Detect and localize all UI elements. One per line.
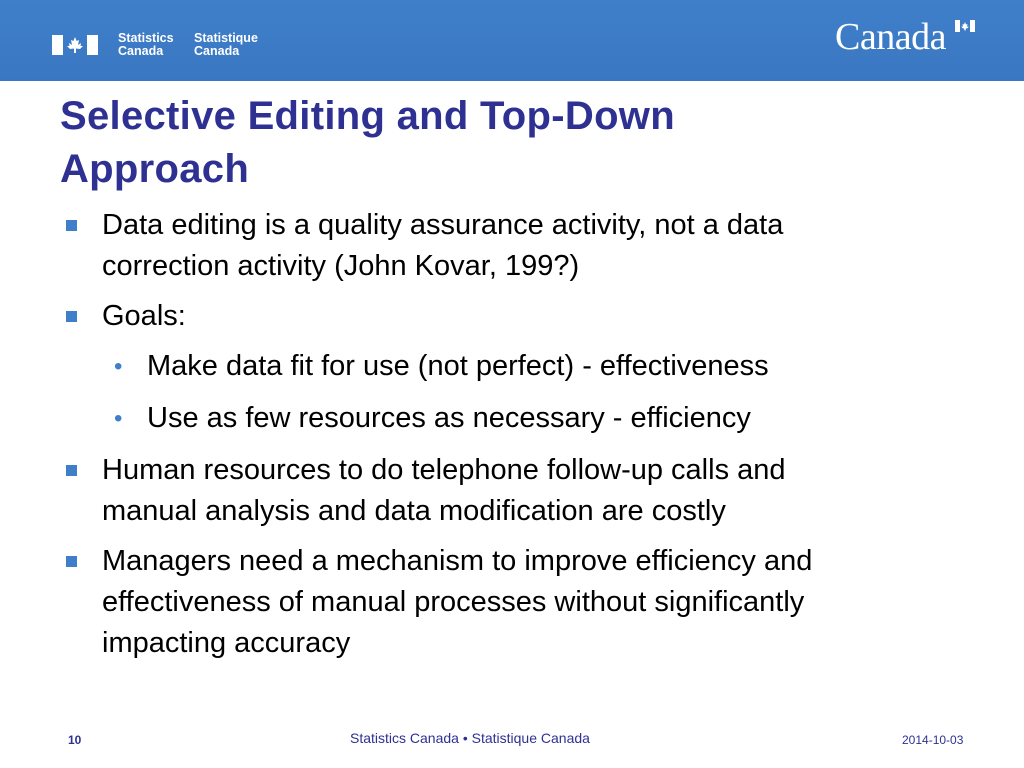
footer-date: 2014-10-03 (902, 733, 964, 747)
bullet-item: Human resources to do telephone follow-up calls and manual analysis and data modification are costly (62, 450, 962, 532)
slide-title: Selective Editing and Top-Down Approach (60, 94, 675, 191)
sub-bullet-item: • Use as few resources as necessary - efficiency (62, 398, 962, 439)
wordmark-text: Canada (835, 16, 946, 58)
square-bullet-icon (66, 220, 77, 231)
sub-bullet-item: • Make data fit for use (not perfect) - effectiveness (62, 346, 962, 387)
bullet-item: Managers need a mechanism to improve efficiency and effectiveness of manual processes without significantly impacting accuracy (62, 541, 962, 664)
canada-flag-icon (52, 35, 98, 55)
slide-body (62, 205, 962, 673)
square-bullet-icon (66, 465, 77, 476)
org-name-french: Statistique Canada (194, 31, 258, 58)
footer-org-text: Statistics Canada • Statistique Canada (350, 730, 590, 746)
square-bullet-icon (66, 311, 77, 322)
dot-bullet-icon: • (114, 405, 123, 432)
canada-wordmark (835, 16, 975, 58)
org-name-english: Statistics Canada (118, 31, 174, 58)
header-bar (0, 0, 1024, 81)
square-bullet-icon (66, 556, 77, 567)
dot-bullet-icon: • (114, 353, 123, 380)
wordmark-flag-icon (955, 20, 975, 32)
bullet-item: Goals: (62, 296, 962, 337)
slide-number: 10 (68, 733, 82, 747)
bullet-item: Data editing is a quality assurance activity, not a data correction activity (John Kovar, 199?) (62, 205, 962, 287)
